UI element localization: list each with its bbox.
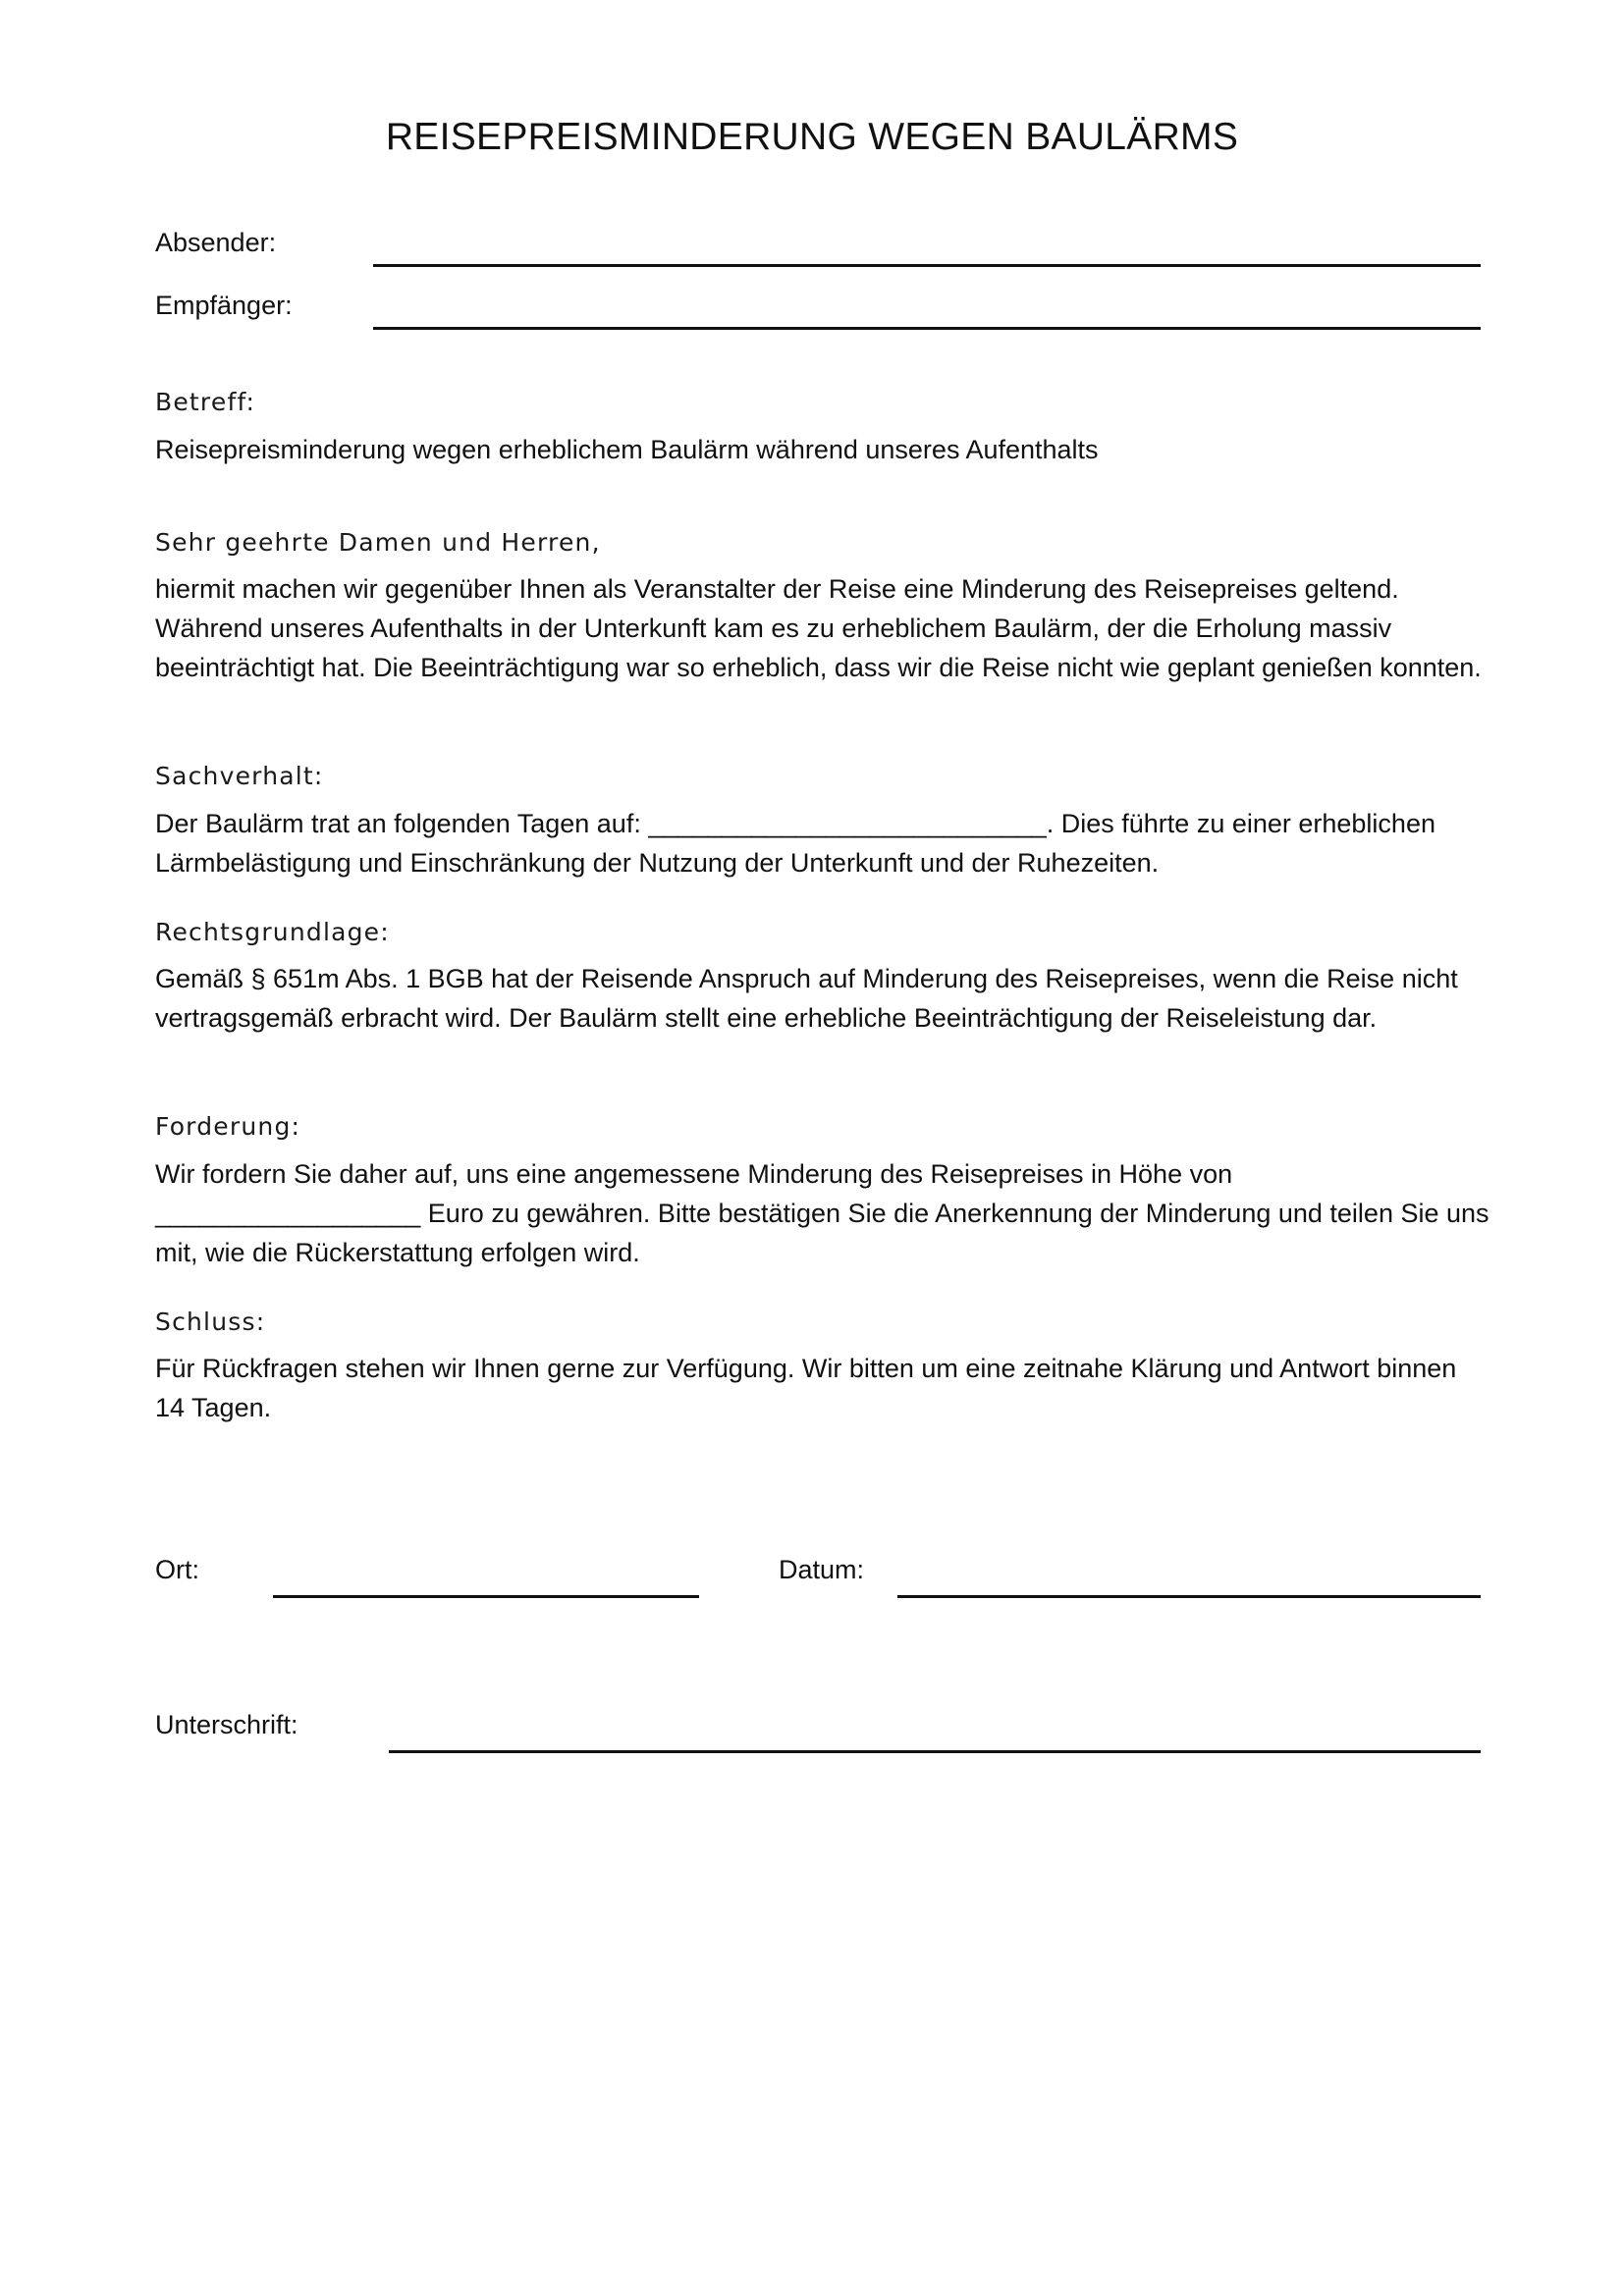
datum-input-line[interactable] <box>897 1595 1481 1598</box>
document-title: REISEPREISMINDERUNG WEGEN BAULÄRMS <box>385 116 1239 158</box>
rechtsgrundlage-text: Gemäß § 651m Abs. 1 BGB hat der Reisende Anspruch auf Minderung des Reisepreises, wenn die Reise nicht vertragsgemäß erbracht wird. Der Baulärm stellt eine erhebliche Beeinträchtigung der Reiseleistung dar. <box>155 964 1458 1033</box>
forderung-text: Wir fordern Sie daher auf, uns eine angemessene Minderung des Reisepreises in Höhe von __________________ Euro zu gewähren. Bitte bestätigen Sie die Anerkennung der Minderung und teilen Sie uns mit, wie die Rückerstattung erfolgen wird. <box>155 1159 1489 1267</box>
unterschrift-input-line[interactable] <box>389 1750 1481 1753</box>
absender-label: Absender: <box>155 228 277 257</box>
ort-label: Ort: <box>155 1555 199 1584</box>
unterschrift-label: Unterschrift: <box>155 1710 298 1739</box>
rechtsgrundlage-heading: Rechtsgrundlage: <box>155 918 390 946</box>
sachverhalt-heading: Sachverhalt: <box>155 762 324 790</box>
datum-label: Datum: <box>779 1555 865 1584</box>
unterschrift-row <box>155 1710 1481 1753</box>
schluss-heading: Schluss: <box>155 1308 266 1336</box>
empfaenger-input-line[interactable] <box>373 327 1481 330</box>
betreff-heading: Betreff: <box>155 388 256 416</box>
forderung-heading: Forderung: <box>155 1112 301 1141</box>
introduction-paragraph: hiermit machen wir gegenüber Ihnen als Veranstalter der Reise eine Minderung des Reisepreises geltend. Während unseres Aufenthalts in der Unterkunft kam es zu erheblichem Baulärm, der die Erholung massiv beeinträchtigt hat. Die Beeinträchtigung war so erheblich, dass wir die Reise nicht wie geplant genießen konnten. <box>155 574 1482 682</box>
ort-input-line[interactable] <box>273 1595 699 1598</box>
schluss-text: Für Rückfragen stehen wir Ihnen gerne zur Verfügung. Wir bitten um eine zeitnahe Klärung und Antwort binnen 14 Tagen. <box>155 1354 1457 1422</box>
absender-input-line[interactable] <box>373 264 1481 267</box>
ort-datum-row <box>155 1555 1481 1598</box>
betreff-text: Reisepreisminderung wegen erheblichem Baulärm während unseres Aufenthalts <box>155 435 1099 464</box>
empfaenger-label: Empfänger: <box>155 291 293 320</box>
absender-field <box>155 228 1481 267</box>
salutation: Sehr geehrte Damen und Herren, <box>155 528 601 557</box>
empfaenger-field <box>155 291 1481 330</box>
sachverhalt-text: Der Baulärm trat an folgenden Tagen auf: ___________________________. Dies führte zu einer erheblichen Lärmbelästigung und Einschränkung der Nutzung der Unterkunft und der Ruhezeiten. <box>155 809 1435 878</box>
